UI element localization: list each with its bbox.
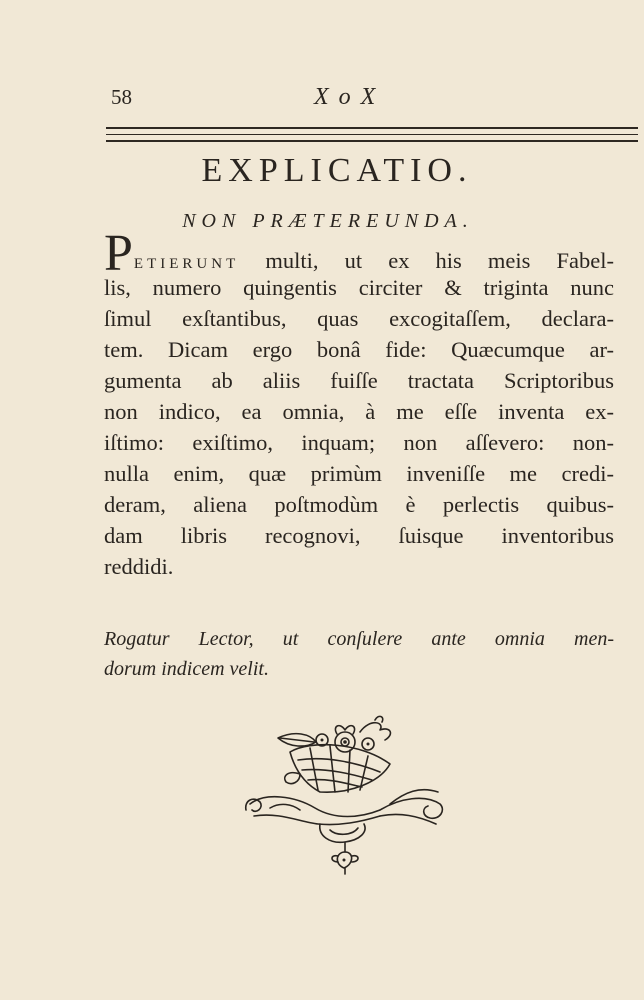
note-line-2: dorum indicem velit. [104,658,269,680]
note-line-1: Rogatur Lector, ut conſulere ante omnia men- [104,628,614,650]
body-line-1-text: multi, ut ex his meis Fabel- [239,248,614,273]
body-line-5: gumenta ab aliis fuiſſe tractata Scriptoribus [104,368,614,393]
body-line-11: reddidi. [104,554,174,579]
drop-cap: P [104,225,133,282]
body-line-4: tem. Dicam ergo bonâ fide: Quæcumque ar- [104,337,614,362]
header-rule-bottom [106,140,638,142]
header-rule-top [106,127,638,129]
body-line-10: dam libris recognovi, ſuisque inventoribus [104,523,614,548]
running-head: X o X [314,84,378,110]
body-line-6: non indico, ea omnia, à me eſſe inventa ex- [104,399,614,424]
errata-note [104,624,614,684]
body-line-8: nulla enim, quæ primùm inveniſſe me credi- [104,461,614,486]
body-paragraph [104,225,614,582]
body-line-2: lis, numero quingentis circiter & triginta nunc [104,275,614,300]
page-number: 58 [111,85,132,109]
section-subtitle: NON PRÆTEREUNDA. [182,210,474,232]
flower-basket-ornament-icon [240,712,450,877]
header-rule-middle [106,134,638,135]
first-word-smallcaps: ETIERUNT [133,256,240,272]
section-title: EXPLICATIO. [201,152,473,189]
body-line-1 [104,225,614,282]
body-line-7: iſtimo: exiſtimo, inquam; non aſſevero: non- [104,430,614,455]
body-line-3: ſimul exſtantibus, quas excogitaſſem, declara- [104,306,614,331]
body-line-9: deram, aliena poſtmodùm è perlectis quibus- [104,492,614,517]
